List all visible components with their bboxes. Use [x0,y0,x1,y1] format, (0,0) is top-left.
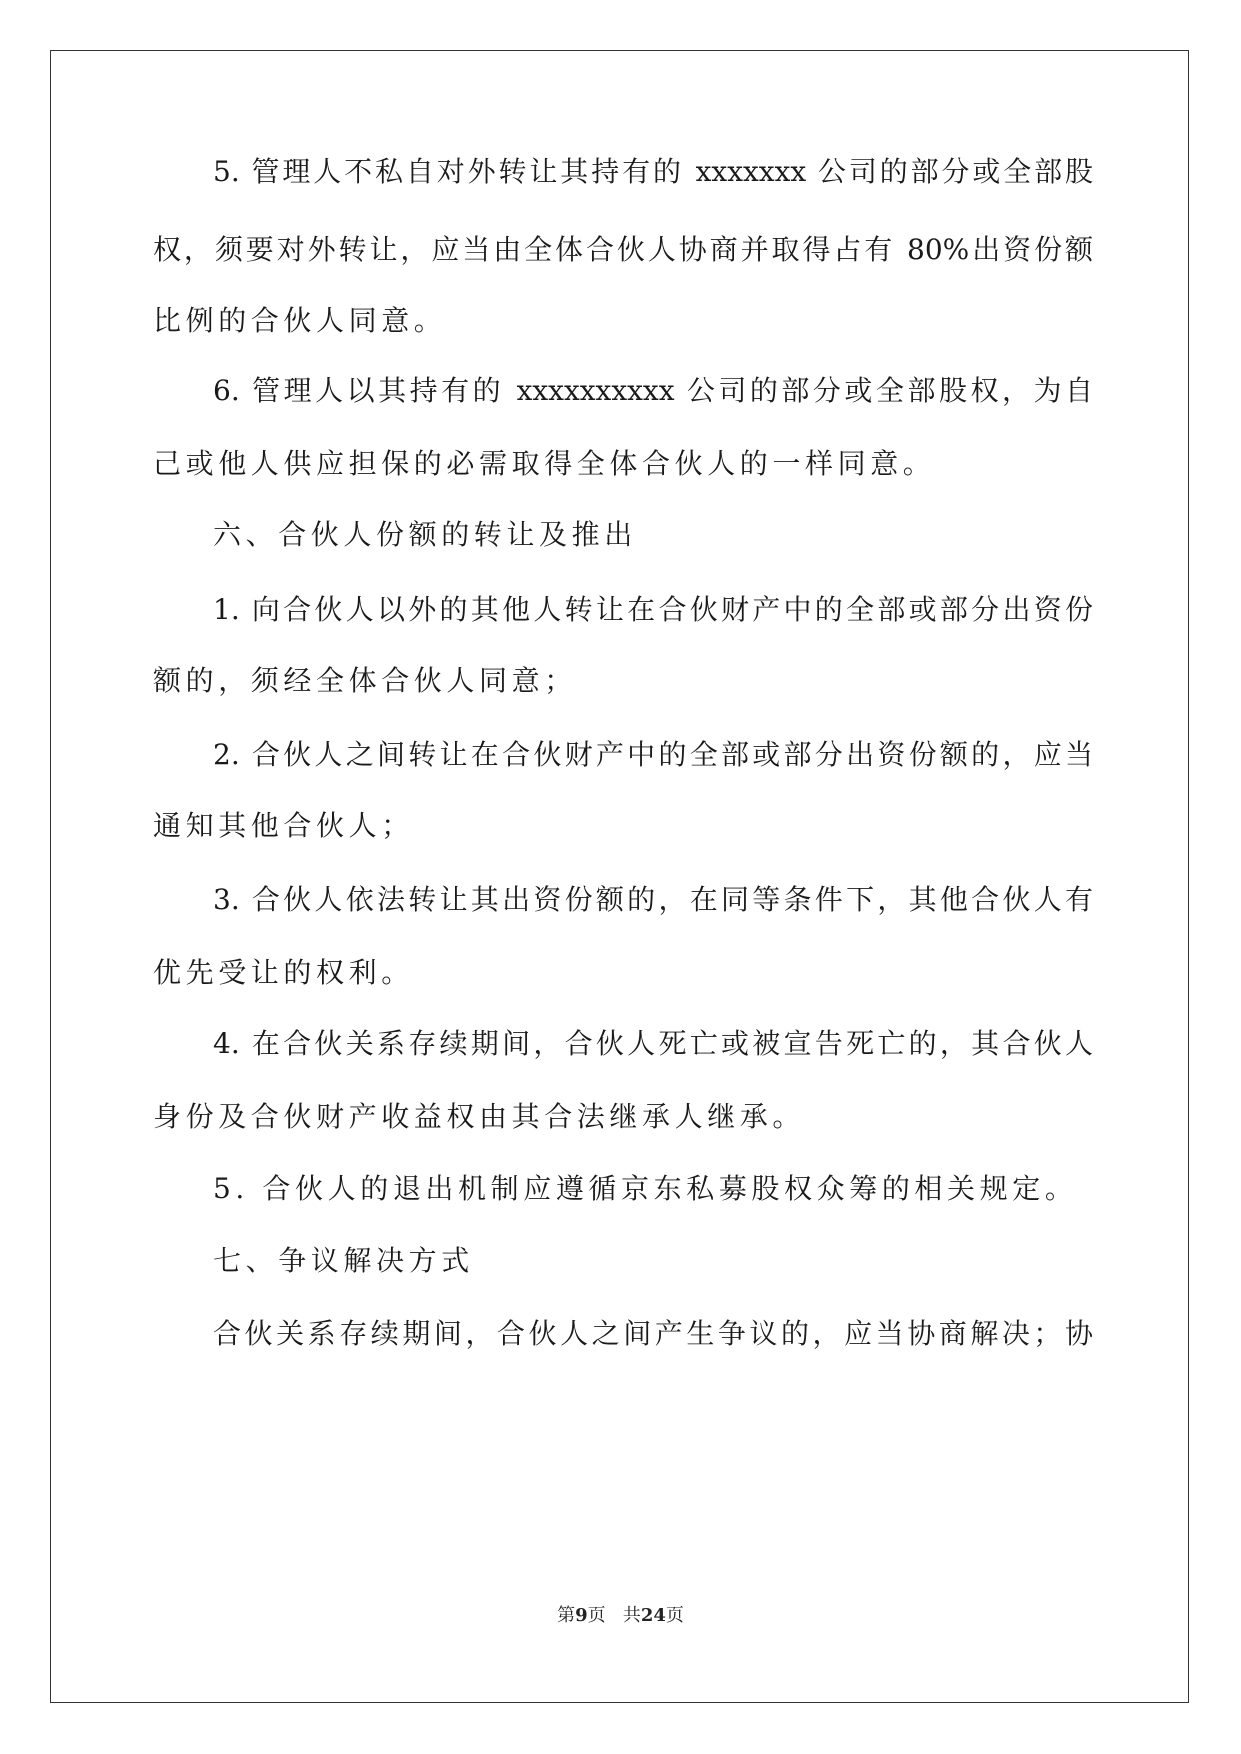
page-border [50,50,1189,1703]
footer-page-prefix: 第 [557,1605,576,1626]
paragraph-line: 优先受让的权利。 [153,956,414,989]
paragraph-line: 3. 合伙人依法转让其出资份额的，在同等条件下，其他合伙人有 [213,883,1093,916]
footer-total-number: 24 [640,1605,666,1626]
paragraph-line: 额的，须经全体合伙人同意； [153,664,577,697]
paragraph-line: 通知其他合伙人； [153,809,414,842]
paragraph-line: 身份及合伙财产收益权由其合法继承人继承。 [153,1100,806,1133]
footer-page-number: 9 [575,1605,588,1626]
paragraph-line: 5. 管理人不私自对外转让其持有的 xxxxxxx 公司的部分或全部股 [213,155,1093,188]
paragraph-line: 比例的合伙人同意。 [153,304,447,337]
section-heading: 七、争议解决方式 [213,1244,474,1277]
paragraph-line: 5. 合伙人的退出机制应遵循京东私募股权众筹的相关规定。 [213,1172,1078,1205]
footer-page-unit: 页 [587,1605,606,1626]
paragraph-line: 权，须要对外转让，应当由全体合伙人协商并取得占有 80%出资份额 [153,233,1093,266]
paragraph-line: 4. 在合伙关系存续期间，合伙人死亡或被宣告死亡的，其合伙人 [213,1027,1093,1060]
paragraph-line: 6. 管理人以其持有的 xxxxxxxxxx 公司的部分或全部股权，为自 [213,374,1093,407]
paragraph-line: 2. 合伙人之间转让在合伙财产中的全部或部分出资份额的，应当 [213,738,1093,771]
page-footer [0,1604,1241,1628]
footer-total-prefix: 共 [622,1605,641,1626]
footer-total-unit: 页 [665,1605,684,1626]
paragraph-line: 1. 向合伙人以外的其他人转让在合伙财产中的全部或部分出资份 [213,593,1093,626]
section-heading: 六、合伙人份额的转让及推出 [213,518,637,551]
paragraph-line: 合伙关系存续期间，合伙人之间产生争议的，应当协商解决；协 [213,1317,1093,1350]
paragraph-line: 己或他人供应担保的必需取得全体合伙人的一样同意。 [153,447,936,480]
